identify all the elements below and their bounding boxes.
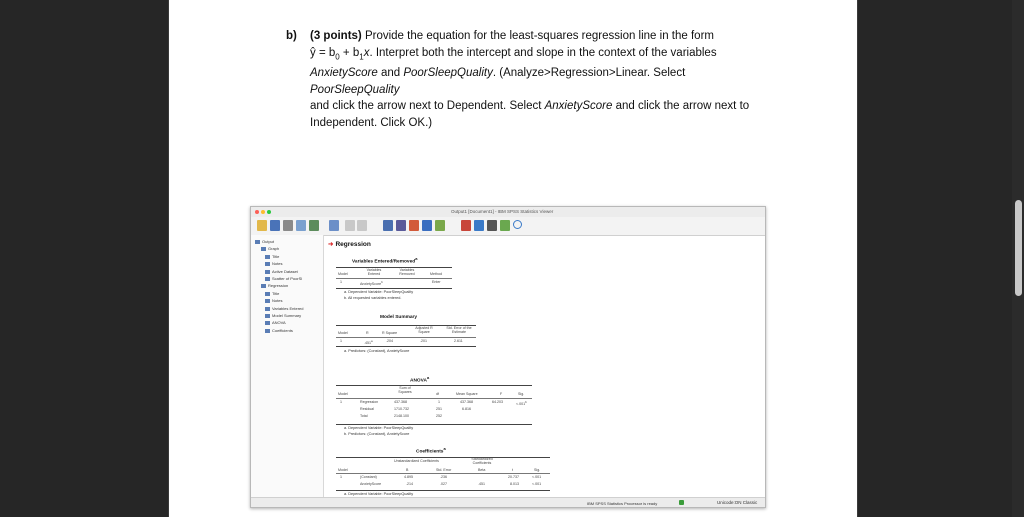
nav-item[interactable] [265, 261, 282, 266]
save-icon[interactable] [270, 220, 280, 231]
anova-h-sig: Sig. [518, 392, 525, 396]
nav-item[interactable] [265, 306, 304, 311]
nav-item-label: Active Dataset [272, 268, 298, 274]
outline-node-icon [265, 292, 270, 296]
coef-anxiety-se: .027 [440, 482, 447, 486]
nav-item-label: Model Summary [272, 313, 302, 318]
var-h-model: Model [338, 272, 348, 276]
ms-r-sup: a [371, 339, 373, 343]
coef-constant-label: (Constant) [360, 475, 377, 479]
anova-ss-total: 2148.100 [394, 414, 409, 418]
close-dot[interactable] [255, 210, 259, 214]
anova-table [336, 385, 532, 425]
anova-df-total: 252 [436, 414, 442, 418]
outline-node-icon [261, 284, 266, 288]
nav-item-label: Title [272, 290, 280, 296]
var-poor-sleep: PoorSleepQuality [403, 67, 493, 80]
search-icon[interactable] [513, 220, 522, 229]
anova-df-regression: 1 [438, 400, 440, 404]
anova-note-a: a. Dependent Variable: PoorSleepQuality [344, 426, 414, 430]
ms-rsq: .204 [386, 339, 393, 343]
nav-item-label: Graph [268, 246, 280, 252]
coef-anxiety-beta: .451 [478, 482, 485, 486]
outline-node-icon [265, 329, 270, 333]
outline-node-icon [265, 255, 270, 259]
anova-f-regression: 64.203 [492, 400, 503, 404]
nav-item[interactable] [255, 239, 274, 244]
nav-item[interactable] [265, 291, 279, 296]
outline-node-icon [265, 277, 270, 281]
nav-item[interactable] [265, 320, 286, 325]
goto-data-icon[interactable] [383, 220, 393, 231]
question-label: b) [286, 30, 297, 42]
nav-item-label: Title [272, 253, 280, 259]
nav-item-label: Output [262, 239, 275, 244]
anova-note-b: b. Predictors: (Constant), AnxietyScore [344, 432, 410, 436]
outline-node-icon [265, 321, 270, 325]
outline-navigator [251, 235, 324, 497]
minimize-dot[interactable] [261, 210, 265, 214]
var-table [336, 267, 452, 289]
coef-constant-se: .236 [440, 475, 447, 479]
var-h-entered: Variables Entered [366, 268, 382, 276]
var-entered-value: AnxietyScore [360, 282, 382, 287]
ms-h-r: R [366, 331, 369, 335]
output-content [324, 235, 764, 497]
coef-h-sig: Sig. [534, 468, 541, 472]
window-title: Output1 [Document1] - IBM SPSS Statistics Viewer [451, 209, 554, 214]
coef-h-t: t [512, 468, 513, 472]
equation-x: x [363, 46, 370, 59]
anova-ss-regression: 437.368 [394, 400, 407, 404]
var-header-rule [336, 278, 452, 279]
ms-r [364, 339, 373, 345]
model-summary-table [336, 325, 476, 347]
coef-constant-sig: <.001 [532, 475, 542, 479]
anova-ss-residual: 1710.732 [394, 407, 409, 411]
export-icon[interactable] [309, 220, 319, 231]
ms-model-1: 1 [340, 339, 342, 343]
coef-anxiety-label: AnxietyScore [360, 482, 382, 486]
nav-item-label: ANOVA [272, 320, 286, 326]
open-icon[interactable] [257, 220, 267, 231]
zoom-dot[interactable] [267, 210, 271, 214]
question-text: (3 points) Provide the equation for the least-squares regression line in the form ŷ = $b_0 + b_1x$. Interpret both the intercept and slope in the context of the variables AnxietyScore and PoorSleepQuality. (Analyze>Regression>Linear. Select PoorSleepQuality and click the arrow next to Dependent. Select AnxietyScore and click the arrow next to Independent. Click OK.) [310, 30, 750, 129]
anova-src-regression: Regression [360, 400, 379, 404]
coef-constant-t: 20.737 [508, 475, 519, 479]
question-line-4: and click the arrow next to Dependent. Select [310, 100, 545, 113]
redo-icon[interactable] [357, 220, 367, 231]
left-background [0, 0, 168, 517]
anova-h-df: df [436, 392, 439, 396]
anova-sig-sup: b [525, 400, 527, 404]
anova-src-residual: Residual [360, 407, 374, 411]
anova-h-model: Model [338, 392, 348, 396]
toolbar [251, 217, 765, 236]
goto-case-icon[interactable] [396, 220, 406, 231]
nav-item[interactable] [261, 283, 288, 288]
coef-title-text: Coefficients [416, 449, 444, 455]
ms-h-adjrsq: Adjusted R Square [415, 326, 433, 334]
question-points: (3 points) [310, 30, 362, 42]
split-icon[interactable] [474, 220, 484, 231]
nav-item-label: Notes [272, 261, 283, 267]
ms-header-rule [336, 337, 476, 338]
var-note-a: a. Dependent Variable: PoorSleepQuality [344, 290, 414, 294]
coef-anxiety-b: .214 [406, 482, 413, 486]
outline-node-icon [255, 240, 260, 244]
coef-model-1: 1 [340, 475, 342, 479]
question-line-1: Provide the equation for the least-squares regression line in the form [364, 30, 714, 42]
coef-group-unstd: Unstandardized Coefficients [394, 459, 439, 463]
spss-viewer-window [250, 206, 766, 508]
outline-node-icon [261, 247, 266, 251]
var-note-b: b. All requested variables entered. [344, 296, 402, 300]
insert-output-icon[interactable] [500, 220, 510, 231]
coef-constant-b: 4.895 [404, 475, 413, 479]
question-line-4-end: and click the arrow next to [612, 100, 750, 113]
nav-item[interactable] [265, 313, 301, 318]
regression-heading [328, 240, 371, 248]
anova-sig-value: <.001 [516, 402, 526, 407]
processor-status-icon [679, 500, 684, 505]
var-entered-1 [360, 280, 383, 286]
anova-df-residual: 251 [436, 407, 442, 411]
coef-header-rule [336, 473, 550, 474]
var-method-1: Enter [432, 280, 441, 284]
coef-sup: a [443, 446, 446, 451]
scrollbar[interactable] [1012, 0, 1024, 517]
equation-yhat: ŷ = b [310, 46, 336, 59]
anova-src-total: Total [360, 414, 368, 418]
arrow-icon: ➜ [328, 241, 334, 248]
anova-h-ss: Sum of Squares [398, 386, 412, 394]
nav-item[interactable] [265, 254, 279, 259]
coef-note: a. Dependent Variable: PoorSleepQuality [344, 492, 414, 496]
weight-icon[interactable] [461, 220, 471, 231]
ms-adjrsq: .201 [420, 339, 427, 343]
nav-item[interactable] [265, 269, 298, 274]
var-table-title-text: Variables Entered/Removed [352, 259, 416, 265]
status-mode: Unicode:ON Classic [717, 500, 758, 505]
select-cases-icon[interactable] [435, 220, 445, 231]
anova-sig-regression [516, 400, 527, 406]
status-bar [251, 497, 765, 508]
question-line-5: Independent. Click OK.) [310, 116, 433, 129]
outline-node-icon [265, 307, 270, 311]
recall-dialog-icon[interactable] [329, 220, 339, 231]
question-line-3: . (Analyze>Regression>Linear. Select [492, 67, 686, 80]
outline-node-icon [265, 262, 270, 266]
chart-icon[interactable] [422, 220, 432, 231]
status-message: IBM SPSS Statistics Processor is ready [587, 501, 658, 506]
preview-icon[interactable] [296, 220, 306, 231]
anova-ms-regression: 437.368 [460, 400, 473, 404]
outline-node-icon [265, 314, 270, 318]
coef-h-se: Std. Error [436, 468, 452, 472]
anova-sup: a [426, 375, 430, 380]
question-line-2: . Interpret both the intercept and slope in the context of the variables [369, 46, 717, 59]
outline-node-icon [265, 270, 270, 274]
coef-table [336, 457, 550, 491]
anova-title-text: ANOVA [410, 378, 427, 384]
var-anxiety-score: AnxietyScore [310, 67, 378, 80]
nav-item-label: Variables Entered [272, 305, 304, 311]
var-table-title [352, 256, 417, 265]
var-model-1: 1 [340, 280, 342, 284]
ms-r-value: .451 [364, 341, 371, 346]
anova-ms-residual: 6.816 [462, 407, 471, 411]
anova-header-rule [336, 398, 532, 399]
show-all-icon[interactable] [487, 220, 497, 231]
ms-se: 2.611 [454, 339, 463, 343]
var-poor-sleep-2: PoorSleepQuality [310, 83, 400, 96]
var-anxiety-score-2: AnxietyScore [544, 100, 613, 113]
var-table-sup: a [415, 256, 418, 261]
undo-icon[interactable] [345, 220, 355, 231]
var-h-removed: Variables Removed [399, 268, 415, 276]
coef-anxiety-t: 8.013 [510, 482, 519, 486]
equation-plus: + b [339, 46, 360, 59]
anova-title [410, 375, 429, 384]
anova-h-ms: Mean Square [456, 392, 478, 396]
ms-h-se: Std. Error of the Estimate [446, 326, 472, 334]
nav-item-label: Regression [268, 283, 289, 289]
and-text: and [377, 67, 404, 80]
coef-h-model: Model [338, 468, 348, 472]
regression-title: Regression [335, 241, 371, 248]
nav-item[interactable] [261, 246, 279, 251]
nav-item[interactable] [265, 328, 293, 333]
var-entered-sup: b [381, 280, 383, 284]
ms-h-rsq: R Square [382, 331, 398, 335]
coef-h-beta: Beta [478, 468, 486, 472]
model-summary-title: Model Summary [380, 315, 418, 320]
coef-anxiety-sig: <.001 [532, 482, 542, 486]
outline-node-icon [265, 299, 270, 303]
coef-group-std: Standardized Coefficients [471, 457, 493, 465]
variables-icon[interactable] [409, 220, 419, 231]
anova-h-f: F [500, 392, 503, 396]
scrollbar-thumb[interactable] [1015, 200, 1022, 296]
nav-item[interactable] [265, 298, 282, 303]
coef-h-b: B [406, 468, 409, 472]
coef-title [416, 446, 446, 455]
anova-model-1: 1 [340, 400, 342, 404]
ms-h-model: Model [338, 331, 348, 335]
nav-item-label: Coefficients [272, 327, 293, 333]
print-icon[interactable] [283, 220, 293, 231]
nav-item-label: Scatter of PoorSl [272, 276, 303, 281]
nav-item[interactable] [265, 276, 302, 281]
ms-note: a. Predictors: (Constant), AnxietyScore [344, 349, 410, 353]
nav-item-label: Notes [272, 298, 283, 304]
var-h-method: Method [430, 272, 442, 276]
